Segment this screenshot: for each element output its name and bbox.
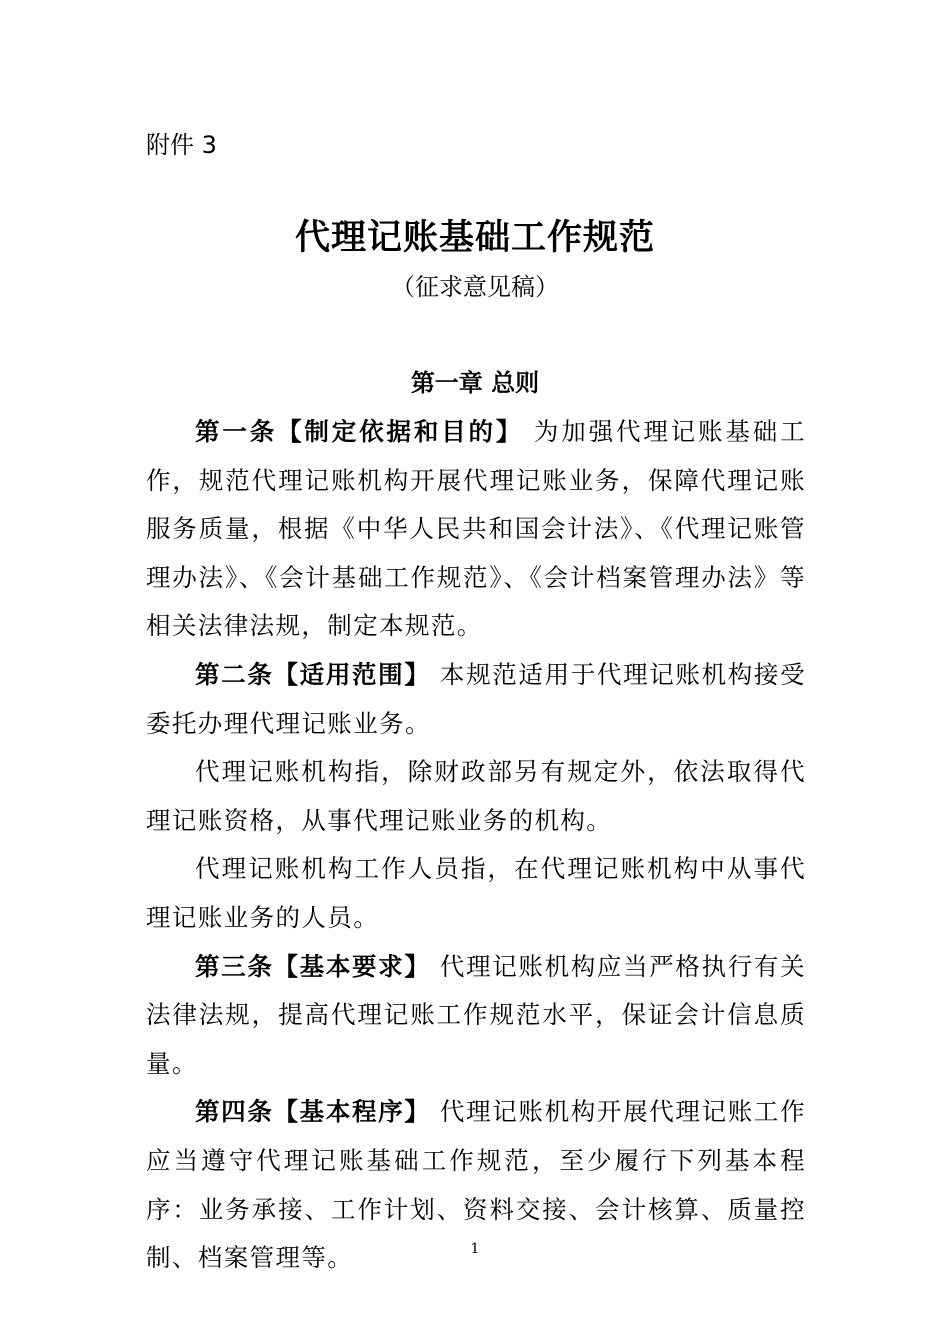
definition-staff-text: 代理记账机构工作人员指，在代理记账机构中从事代理记账业务的人员。 xyxy=(146,854,806,932)
article-4-heading: 第四条【基本程序】 xyxy=(195,1097,431,1127)
article-3-heading: 第三条【基本要求】 xyxy=(195,951,431,981)
article-1-text: 为加强代理记账基础工作，规范代理记账机构开展代理记账业务，保障代理记账服务质量，根据《中华人民共和国会计法》、《代理记账管理办法》、《会计基础工作规范》、《会计档案管理办法》等相关法律法规，制定本规范。 xyxy=(146,417,806,641)
definition-agency-text: 代理记账机构指，除财政部另有规定外，依法取得代理记账资格，从事代理记账业务的机构。 xyxy=(146,757,806,835)
article-3-text: 代理记账机构应当严格执行有关法律法规，提高代理记账工作规范水平，保证会计信息质量。 xyxy=(146,951,806,1078)
article-2-text: 本规范适用于代理记账机构接受委托办理代理记账业务。 xyxy=(146,659,806,738)
article-4-text: 代理记账机构开展代理记账工作应当遵守代理记账基础工作规范，至少履行下列基本程序：业务承接、工作计划、资料交接、会计核算、质量控制、档案管理等。 xyxy=(146,1097,806,1273)
document-title: 代理记账基础工作规范 xyxy=(294,217,655,258)
article-2-definition-agency xyxy=(146,748,806,845)
article-3-paragraph xyxy=(146,943,806,1089)
attachment-label: 附件 3 xyxy=(146,131,217,159)
article-1-heading: 第一条【制定依据和目的】 xyxy=(195,417,524,446)
article-2-definition-staff xyxy=(146,845,806,942)
article-2-heading: 第二条【适用范围】 xyxy=(195,659,431,689)
document-subtitle: （征求意见稿） xyxy=(391,273,559,301)
chapter-title: 第一章 总则 xyxy=(410,369,540,397)
article-1-paragraph xyxy=(146,408,806,651)
page-number: 1 xyxy=(470,1241,480,1257)
document-body xyxy=(146,408,806,1283)
article-2-paragraph xyxy=(146,651,806,748)
